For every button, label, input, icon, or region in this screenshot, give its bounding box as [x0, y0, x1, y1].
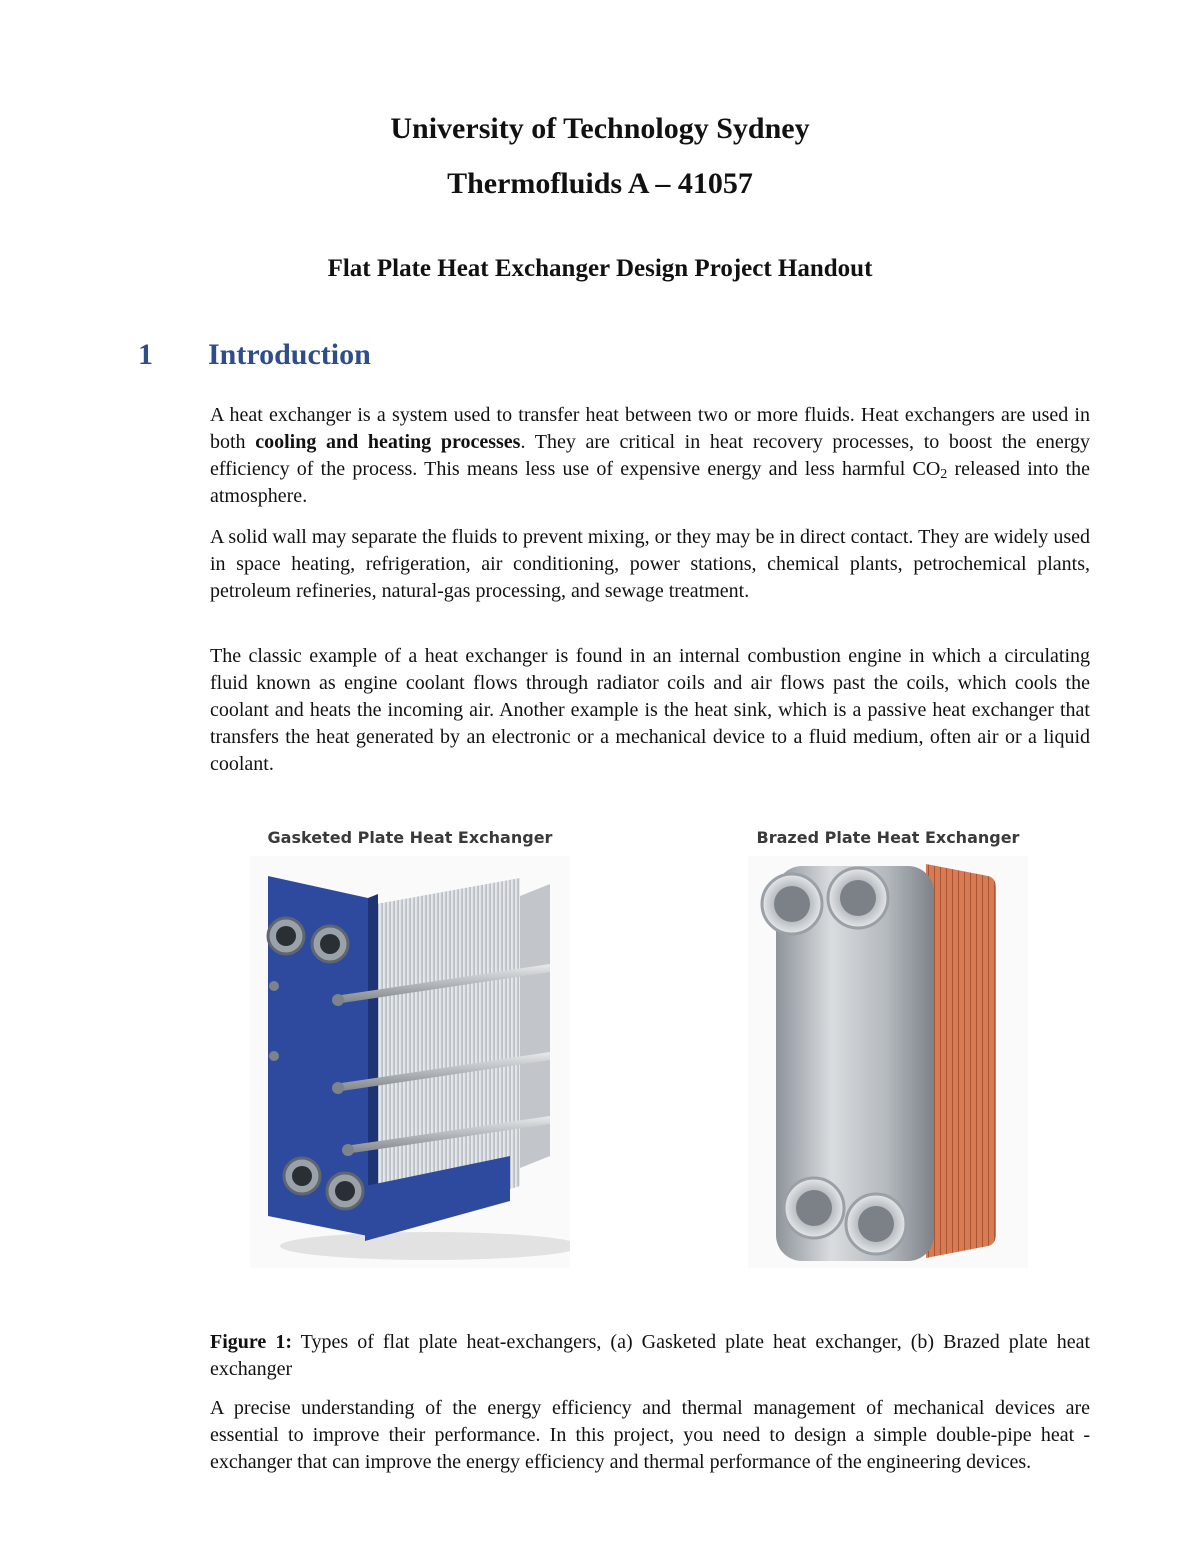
p1-text-a: A heat exchanger is a system used to transfer heat between two or more fluids. Heat exchangers are used in both: [210, 404, 1090, 453]
p1-text-c: released into the atmosphere.: [210, 458, 1090, 507]
handout-title: Flat Plate Heat Exchanger Design Project Handout: [327, 255, 873, 282]
figure-caption-label: Figure 1:: [210, 1331, 292, 1353]
project-paragraph: A precise understanding of the energy efficiency and thermal management of mechanical devices are essential to improve their performance. In this project, you need to design a simple double-pipe heat -exchanger that can improve the energy efficiency and thermal performance of the engineering devices.: [210, 1397, 1090, 1473]
course-title: Thermofluids A – 41057: [447, 167, 753, 200]
p1-text-b: . They are critical in heat recovery processes, to boost the energy efficiency of the process. This means less use of expensive energy and less harmful CO: [210, 431, 1090, 480]
figure-caption-text: Types of flat plate heat-exchangers, (a) Gasketed plate heat exchanger, (b) Brazed plate heat exchanger: [210, 1331, 1090, 1380]
intro-paragraph-3: The classic example of a heat exchanger is found in an internal combustion engine in which a circulating fluid known as engine coolant flows through radiator coils and air flows past the coils, which cools the coolant and heats the incoming air. Another example is the heat sink, which is a passive heat exchanger that transfers the heat generated by an electronic or a mechanical device to a fluid medium, often air or a liquid coolant.: [210, 645, 1090, 775]
p1-bold-text: cooling and heating processes: [255, 431, 521, 453]
gasketed-plate-heat-exchanger-image: [250, 856, 570, 1268]
gasketed-figure: [250, 828, 570, 1268]
figure-caption: [210, 1329, 1090, 1383]
section-number: 1: [138, 338, 153, 371]
brazed-figure-title: Brazed Plate Heat Exchanger: [756, 828, 1020, 847]
p1-subscript: 2: [940, 467, 948, 482]
brazed-plate-heat-exchanger-image: [748, 856, 1028, 1268]
intro-paragraph-2: A solid wall may separate the fluids to prevent mixing, or they may be in direct contact. They are widely used in space heating, refrigeration, air conditioning, power stations, chemical plants, petrochemical plants, petroleum refineries, natural-gas processing, and sewage treatment.: [210, 526, 1090, 602]
intro-paragraph-1: [210, 402, 1090, 510]
university-title: University of Technology Sydney: [390, 112, 810, 145]
section-title: Introduction: [208, 338, 371, 371]
gasketed-figure-title: Gasketed Plate Heat Exchanger: [267, 828, 553, 847]
brazed-figure: [748, 828, 1028, 1268]
